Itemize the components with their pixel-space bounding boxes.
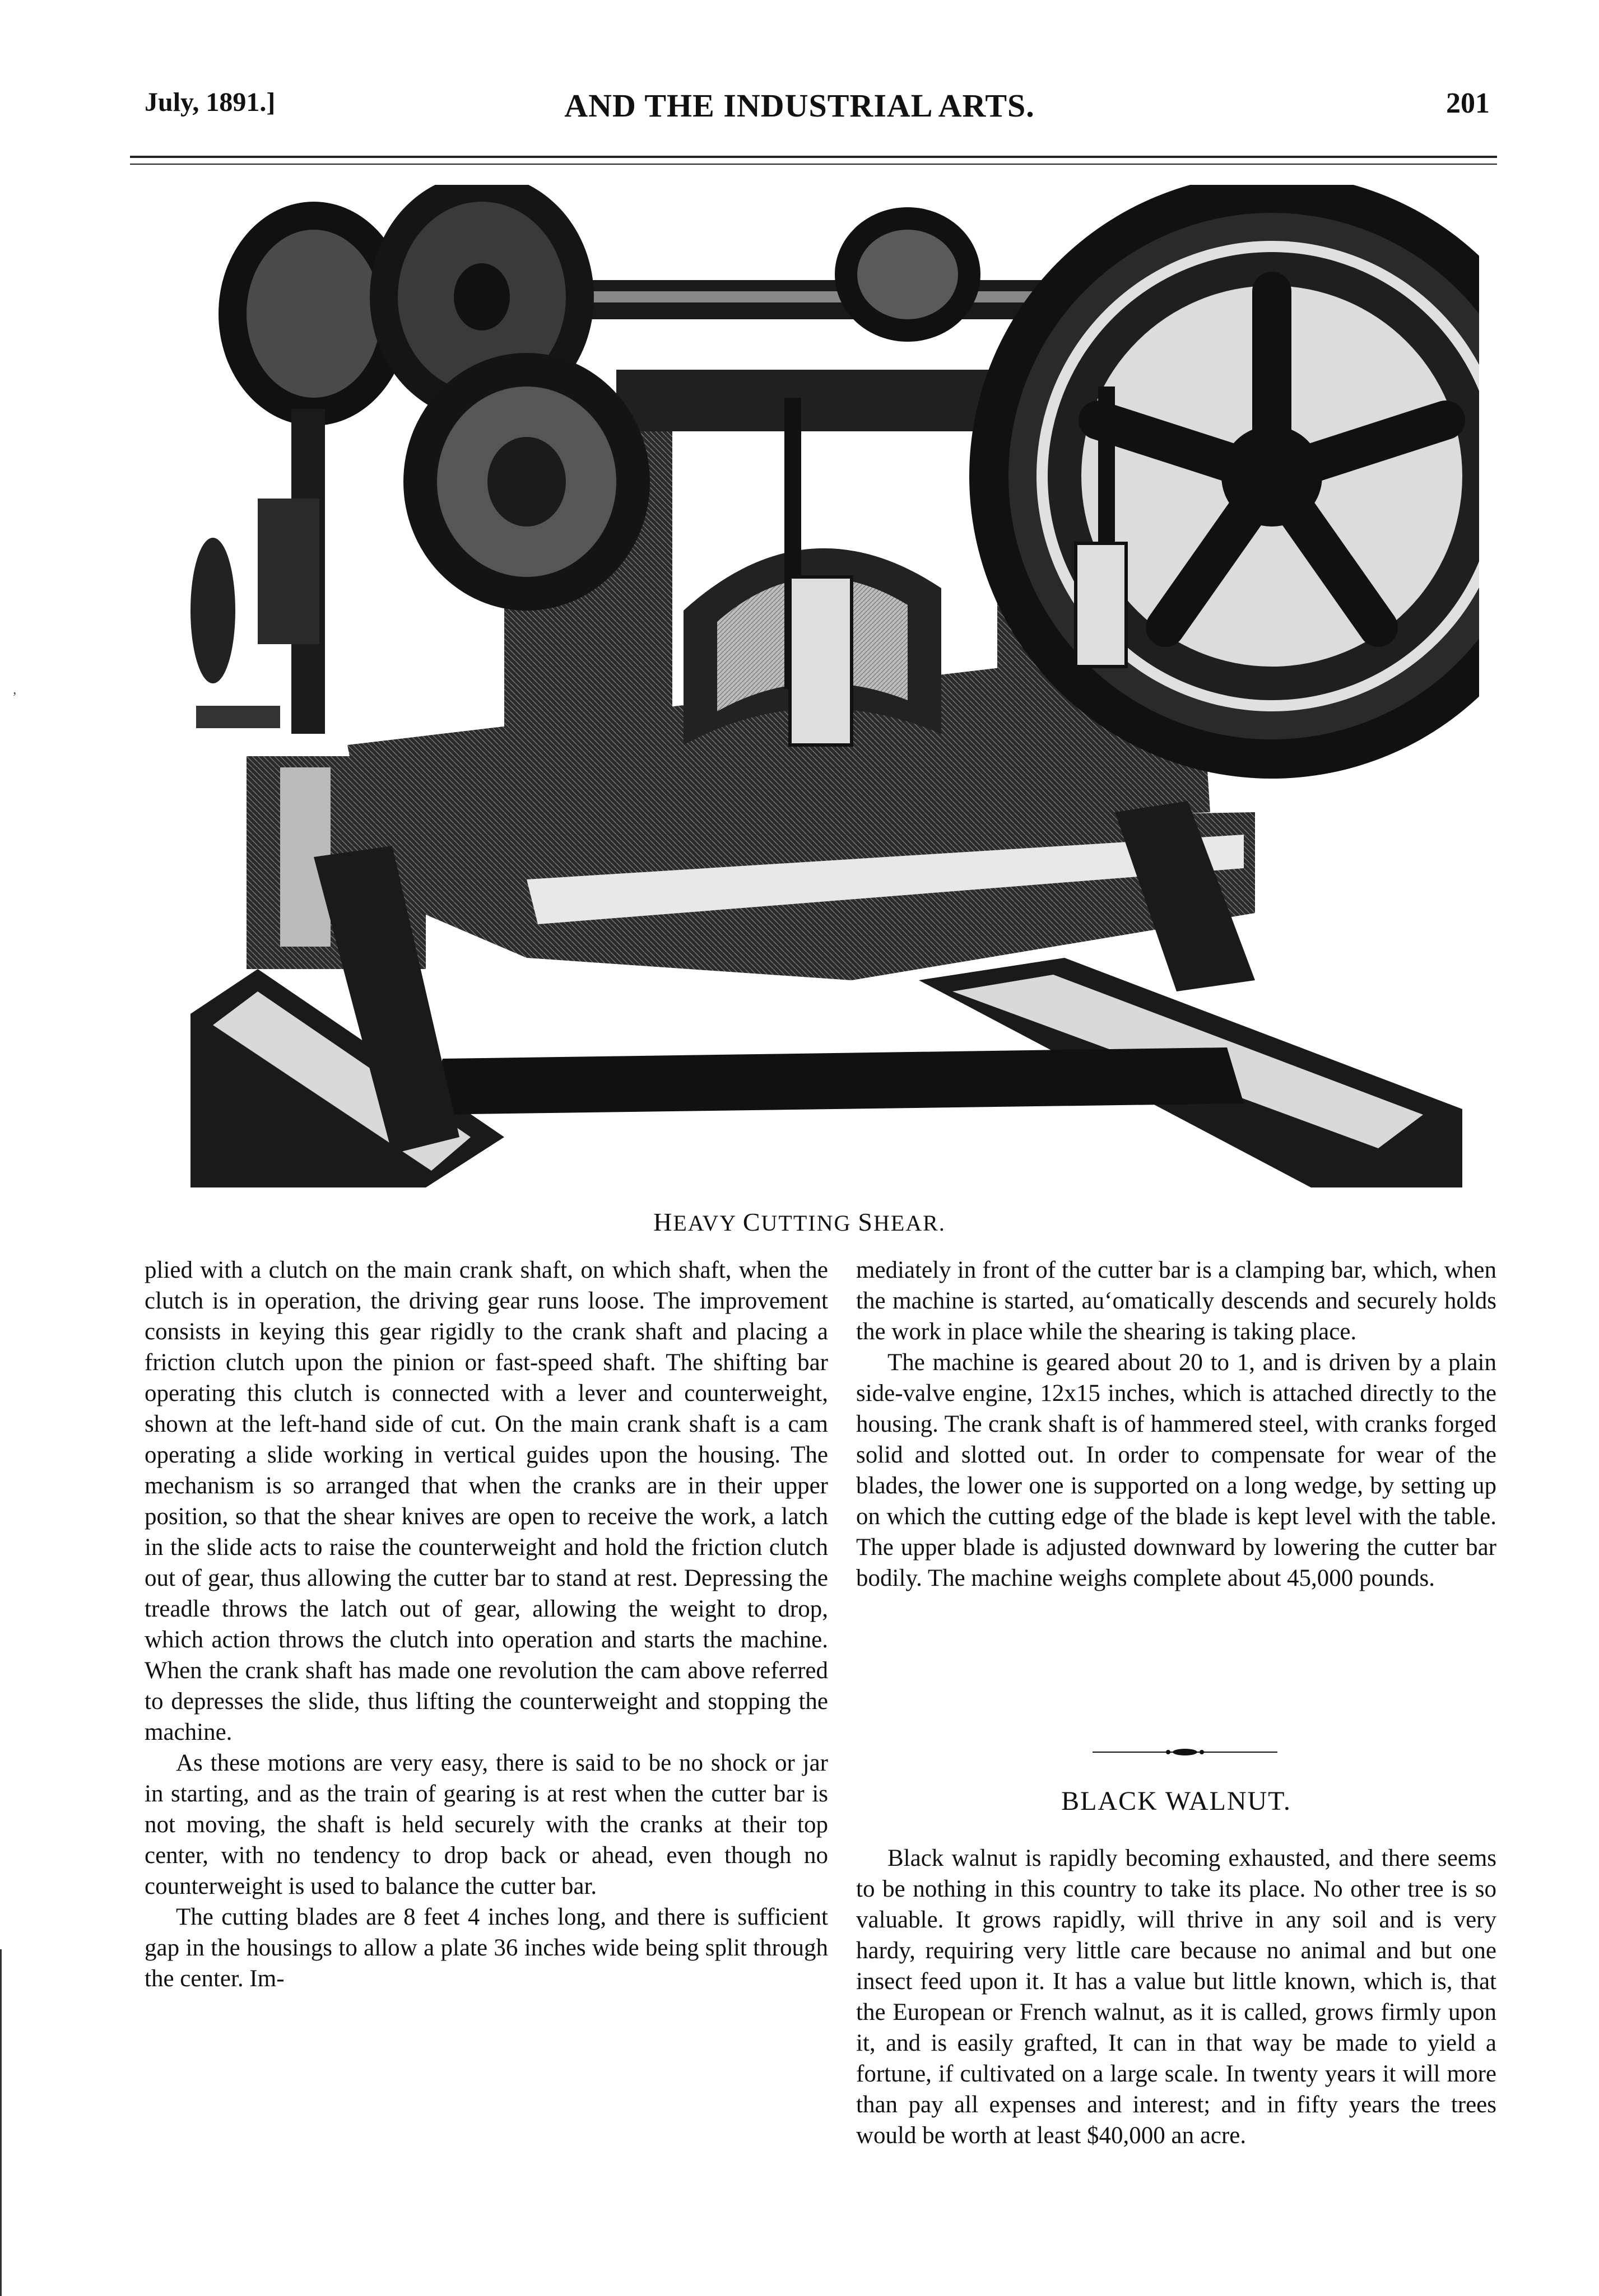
caption-part: H (653, 1208, 673, 1236)
caption-part: UTTING (761, 1210, 858, 1236)
running-header (0, 87, 1599, 137)
page-number: 201 (1446, 87, 1490, 119)
section-divider-ornament (1093, 1747, 1277, 1758)
header-title: AND THE INDUSTRIAL ARTS. (564, 87, 1035, 124)
caption-part: C (742, 1208, 761, 1236)
paragraph: The machine is geared about 20 to 1, and is driven by a plain side-valve engine, 12x15 inches, which is attached directly to the housing. The crank shaft is of hammered steel, with cranks forged solid and slotted out. In order to compensate for wear of the blades, the lower one is supported on a long wedge, by setting up on which the cutting edge of the blade is kept level with the table. The upper blade is adjusted downward by lowering the cutter bar bodily. The machine weighs complete about 45,000 pounds. (856, 1349, 1496, 1591)
paragraph: The cutting blades are 8 feet 4 inches long, and there is sufficient gap in the housings to allow a plate 36 inches wide being split through the center. Im- (145, 1904, 828, 1992)
paragraph: plied with a clutch on the main crank shaft, on which shaft, when the clutch is in operation, the driving gear runs loose. The improvement consists in keying this gear rigidly to the crank shaft and placing a friction clutch upon the pinion or fast-speed shaft. The shifting bar operating this clutch is connected with a lever and counterweight, shown at the left-hand side of cut. On the main crank shaft is a cam operating a slide working in vertical guides upon the housing. The mechanism is so arranged that when the cranks are in their upper position, so that the shear knives are open to receive the work, a latch in the slide acts to raise the counterweight and hold the friction clutch out of gear, thus allowing the cutter bar to stand at rest. Depressing the treadle throws the latch out of gear, allowing the weight to drop, which action throws the clutch into operation and starts the machine. When the crank shaft has made one revolution the cam above referred to depresses the slide, thus lifting the counterweight and stopping the machine. (145, 1257, 828, 1745)
figure-caption (0, 1207, 1599, 1237)
section-body (856, 1843, 1496, 2151)
caption-part: HEAR. (873, 1210, 946, 1236)
paragraph: Black walnut is rapidly becoming exhausted, and there seems to be nothing in this country to take its place. No other tree is so valuable. It grows rapidly, will thrive in any soil and is very hardy, requiring very little care because no animal and but one insect feed upon it. It has a value but little known, which is, that the European or French walnut, as it is called, grows firmly upon it, and is easily grafted, It can in that way be made to yield a fortune, if cultivated on a large scale. In twenty years it will more than pay all expenses and interest; and in fifty years the trees would be worth at least $40,000 an acre. (856, 1845, 1496, 2149)
header-rule-thin (130, 164, 1497, 165)
heavy-cutting-shear-illustration (190, 185, 1479, 1210)
margin-mark: ’ (12, 690, 17, 705)
left-column (145, 1255, 828, 1994)
section-title: BLACK WALNUT. (1061, 1786, 1291, 1816)
paragraph: mediately in front of the cutter bar is a clamping bar, which, when the machine is started, auʻomatically descends and securely holds the work in place while the shearing is taking place. (856, 1257, 1496, 1345)
caption-part: EAVY (673, 1210, 743, 1236)
header-date: July, 1891.] (145, 87, 276, 117)
right-column (856, 1255, 1496, 1594)
caption-part: S (858, 1208, 873, 1236)
header-rule-thick (130, 156, 1497, 158)
margin-line (0, 1949, 2, 2296)
paragraph: As these motions are very easy, there is said to be no shock or jar in starting, and as the train of gearing is at rest when the cutter bar is not moving, the shaft is held securely with the cranks at their top center, with no tendency to drop back or ahead, even though no counterweight is used to balance the cutter bar. (145, 1750, 828, 1899)
